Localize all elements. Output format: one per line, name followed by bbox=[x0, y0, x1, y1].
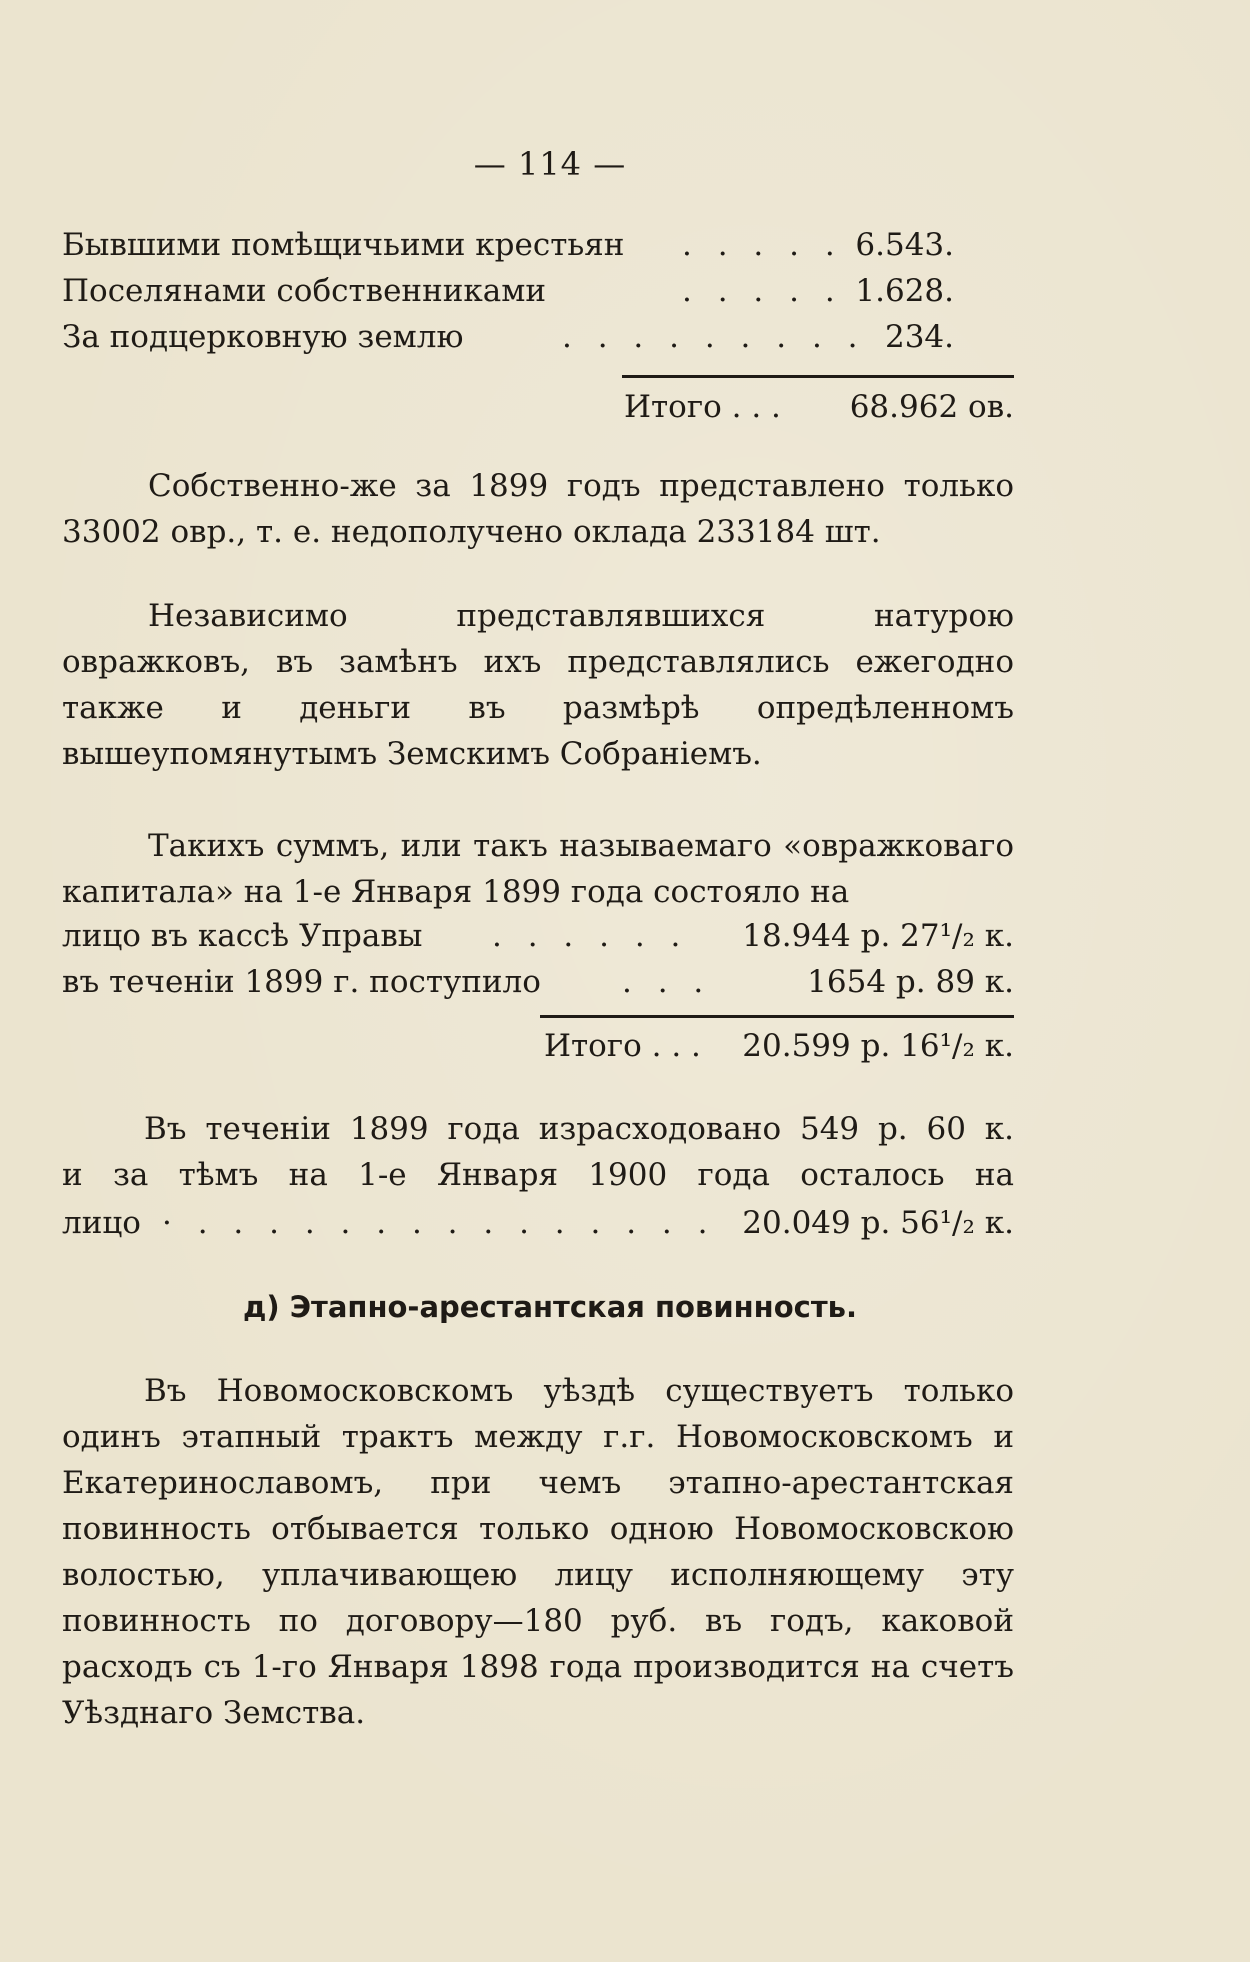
tally-row-label: лицо въ кассѣ Управы bbox=[62, 918, 423, 954]
tally-row bbox=[62, 913, 1014, 959]
paragraph-line bbox=[62, 1106, 1014, 1152]
paragraph-line-text: Въ теченіи 1899 года израсходовано 549 р. 60 к. bbox=[144, 1111, 1014, 1147]
tally-row bbox=[62, 314, 1014, 360]
tally-total-2 bbox=[62, 1023, 1014, 1069]
paragraph-2 bbox=[62, 593, 1014, 777]
total-label: Итого . . . bbox=[544, 1028, 701, 1064]
page-number: — 114 — bbox=[473, 145, 627, 183]
tally-row bbox=[62, 222, 1014, 268]
tally-row-value: 1654 р. 89 к. bbox=[807, 964, 1014, 1000]
tally-row bbox=[62, 268, 1014, 314]
tally-row bbox=[62, 959, 1014, 1005]
tally-total-row bbox=[62, 384, 1014, 430]
tally-row-dots: . . . . . bbox=[682, 273, 843, 309]
paragraph-text: Такихъ суммъ, или такъ называемаго «овражковаго капитала» на 1-е Января 1899 года состояло на bbox=[62, 828, 1014, 910]
tally-row-value: 20.049 р. 56¹/₂ к. bbox=[742, 1205, 1014, 1241]
total-value: 20.599 р. 16¹/₂ к. bbox=[742, 1028, 1014, 1064]
tally-row-dots: . . . bbox=[622, 964, 712, 1000]
tally-row-dots: . . . . . bbox=[682, 227, 843, 263]
paragraph-5 bbox=[62, 1368, 1014, 1736]
tally-row-value: 18.944 р. 27¹/₂ к. bbox=[742, 918, 1014, 954]
paragraph-line: и за тѣмъ на 1-е Января 1900 года осталось на bbox=[62, 1157, 1014, 1193]
tally-total-row bbox=[62, 1023, 1014, 1069]
remaining-balance-row bbox=[62, 1200, 1014, 1246]
tally-table-1 bbox=[62, 222, 1014, 360]
tally-row bbox=[62, 1200, 1014, 1246]
sum-rule-1 bbox=[622, 375, 1014, 378]
paragraph-text: Собственно-же за 1899 годъ представлено только 33002 овр., т. е. недополучено оклада 233184 шт. bbox=[62, 468, 1014, 550]
tally-row-value: 6.543. bbox=[855, 227, 954, 263]
tally-row-label: лицо bbox=[62, 1205, 141, 1241]
total-value: 68.962 ов. bbox=[849, 389, 1014, 425]
tally-row-label: Поселянами собственниками bbox=[62, 273, 547, 309]
tally-row-label: За подцерковную землю bbox=[62, 319, 464, 355]
tally-row-dots: . . . . . . bbox=[492, 918, 689, 954]
total-label: Итого . . . bbox=[624, 389, 781, 425]
paragraph-text: Независимо представлявшихся натурою овражковъ, въ замѣнъ ихъ представлялись ежегодно также и деньги въ размѣрѣ опредѣленномъ вышеупомянутымъ Земскимъ Собраніемъ. bbox=[62, 598, 1014, 772]
paragraph-1 bbox=[62, 463, 1014, 555]
paragraph-3 bbox=[62, 823, 1014, 915]
tally-row-label: въ теченіи 1899 г. поступило bbox=[62, 964, 541, 1000]
tally-row-value: 1.628. bbox=[855, 273, 954, 309]
tally-row-dots: . . . . . . . . . bbox=[562, 319, 866, 355]
tally-table-2 bbox=[62, 913, 1014, 1005]
tally-total-1 bbox=[62, 384, 1014, 430]
tally-row-value: 234. bbox=[884, 319, 954, 355]
section-heading: д) Этапно-арестантская повинность. bbox=[242, 1290, 857, 1324]
paragraph-text: Въ Новомосковскомъ уѣздѣ существуетъ только одинъ этапный трактъ между г.г. Новомосковскомъ и Екатеринославомъ, при чемъ этапно-арестантская повинность отбывается только одною Новомосковскою волостью, уплачивающею лицу исполняющему эту повинность по договору—180 руб. въ годъ, каковой расходъ съ 1-го Января 1898 года производится на счетъ Уѣзднаго Земства. bbox=[62, 1373, 1014, 1731]
sum-rule-2 bbox=[540, 1015, 1014, 1018]
paragraph-4 bbox=[62, 1106, 1014, 1198]
tally-row-label: Бывшими помѣщичьими крестьян bbox=[62, 227, 625, 263]
tally-row-dots: · . . . . . . . . . . . . . . . bbox=[162, 1205, 716, 1241]
